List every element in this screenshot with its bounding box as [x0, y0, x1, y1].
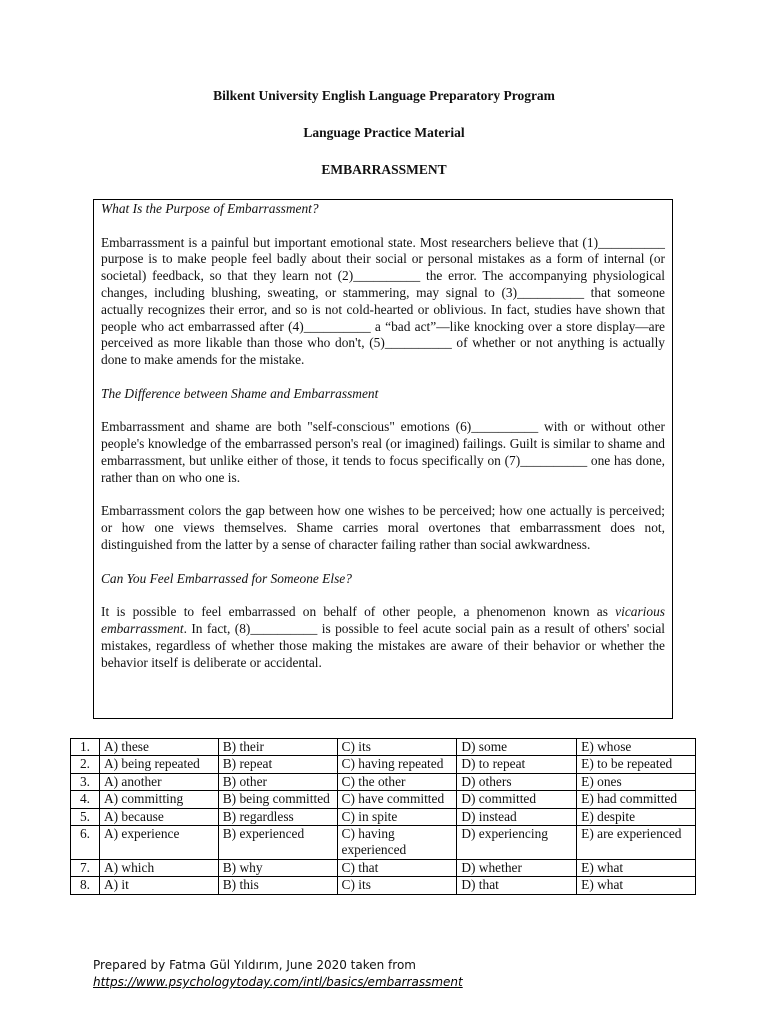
table-row	[71, 756, 696, 773]
paragraph-3: Embarrassment colors the gap between how one wishes to be perceived; how one actually is perceived; or how one views themselves. Shame carries moral overtones that embarrassment does not, distinguished from the latter by a sense of character failing rather than social awkwardness.	[101, 503, 665, 552]
option-a: A) committing	[99, 791, 218, 808]
table-row	[71, 859, 696, 876]
table-row	[71, 791, 696, 808]
table-row	[71, 808, 696, 825]
option-c: C) that	[337, 859, 457, 876]
option-d: D) instead	[457, 808, 577, 825]
material-title: Language Practice Material	[303, 125, 465, 140]
answer-options-body	[71, 739, 696, 895]
option-d: D) committed	[457, 791, 577, 808]
table-row	[71, 773, 696, 790]
answer-options-table	[70, 738, 696, 895]
option-a: A) because	[99, 808, 218, 825]
option-e: E) what	[577, 877, 696, 894]
paragraph-1: Embarrassment is a painful but important emotional state. Most researchers believe that (1)__________ purpose is to make people feel badly about their social or personal mistakes as a form of internal (or societal) feedback, so that they learn not (2)__________ the error. The accompanying physiological changes, including blushing, sweating, or stammering, may signal to (3)__________ that someone actually recognizes their error, and so is not cold-hearted or oblivious. In fact, studies have shown that people who act embarrassed after (4)__________ a “bad act”—like knocking over a store display—are perceived as more likable than those who don't, (5)__________ of whether or not anything is actually done to make amends for the mistake.	[101, 234, 665, 368]
question-number: 6.	[71, 826, 100, 860]
paragraph-4-part-b: . In fact, (8)__________ is possible to feel acute social pain as a result of others' social mistakes, regardless of whether those making the mistakes are aware of their behavior or whether the behavior itself is deliberate or accidental.	[101, 620, 665, 670]
paragraph-4-italic-term: vicarious embarrassment	[101, 604, 665, 636]
table-row	[71, 826, 696, 860]
paragraph-4	[101, 604, 665, 671]
question-number: 8.	[71, 877, 100, 894]
option-a: A) it	[99, 877, 218, 894]
option-d: D) whether	[457, 859, 577, 876]
question-number: 4.	[71, 791, 100, 808]
option-e: E) are experienced	[577, 826, 696, 860]
option-d: D) that	[457, 877, 577, 894]
option-e: E) what	[577, 859, 696, 876]
footer-credit: Prepared by Fatma Gül Yıldırım, June 2020 taken from	[93, 958, 416, 972]
source-link[interactable]: https://www.psychologytoday.com/intl/basics/embarrassment	[93, 975, 463, 989]
reading-passage	[93, 199, 673, 719]
question-number: 5.	[71, 808, 100, 825]
option-b: B) this	[218, 877, 337, 894]
option-e: E) whose	[577, 739, 696, 756]
option-a: A) another	[99, 773, 218, 790]
option-c: C) having experienced	[337, 826, 457, 860]
option-a: A) these	[99, 739, 218, 756]
question-number: 7.	[71, 859, 100, 876]
question-number: 2.	[71, 756, 100, 773]
option-b: B) other	[218, 773, 337, 790]
paragraph-4-part-a: It is possible to feel embarrassed on behalf of other people, a phenomenon known as	[101, 604, 616, 620]
option-d: D) others	[457, 773, 577, 790]
footer	[93, 957, 463, 991]
option-c: C) its	[337, 739, 457, 756]
option-d: D) to repeat	[457, 756, 577, 773]
section-heading-vicarious: Can You Feel Embarrassed for Someone Else?	[101, 570, 352, 586]
question-number: 1.	[71, 739, 100, 756]
option-e: E) despite	[577, 808, 696, 825]
option-d: D) experiencing	[457, 826, 577, 860]
option-d: D) some	[457, 739, 577, 756]
section-heading-shame: The Difference between Shame and Embarrassment	[101, 385, 379, 401]
option-b: B) regardless	[218, 808, 337, 825]
topic-title: EMBARRASSMENT	[321, 162, 447, 177]
option-a: A) which	[99, 859, 218, 876]
option-b: B) repeat	[218, 756, 337, 773]
option-b: B) why	[218, 859, 337, 876]
option-c: C) the other	[337, 773, 457, 790]
option-e: E) to be repeated	[577, 756, 696, 773]
option-a: A) being repeated	[99, 756, 218, 773]
section-heading-purpose: What Is the Purpose of Embarrassment?	[101, 201, 319, 216]
option-c: C) its	[337, 877, 457, 894]
option-e: E) had committed	[577, 791, 696, 808]
paragraph-2: Embarrassment and shame are both "self-conscious" emotions (6)__________ with or without other people's knowledge of the embarrassed person's real (or imagined) failings. Guilt is similar to shame and embarrassment, but unlike either of those, it tends to focus specifically on (7)__________ one has done, rather than on who one is.	[101, 419, 665, 485]
table-row	[71, 877, 696, 894]
option-b: B) being committed	[218, 791, 337, 808]
option-c: C) in spite	[337, 808, 457, 825]
option-c: C) having repeated	[337, 756, 457, 773]
option-a: A) experience	[99, 826, 218, 860]
option-e: E) ones	[577, 773, 696, 790]
institution-title: Bilkent University English Language Preparatory Program	[213, 88, 555, 103]
option-b: B) experienced	[218, 826, 337, 860]
table-row	[71, 739, 696, 756]
question-number: 3.	[71, 773, 100, 790]
option-c: C) have committed	[337, 791, 457, 808]
option-b: B) their	[218, 739, 337, 756]
